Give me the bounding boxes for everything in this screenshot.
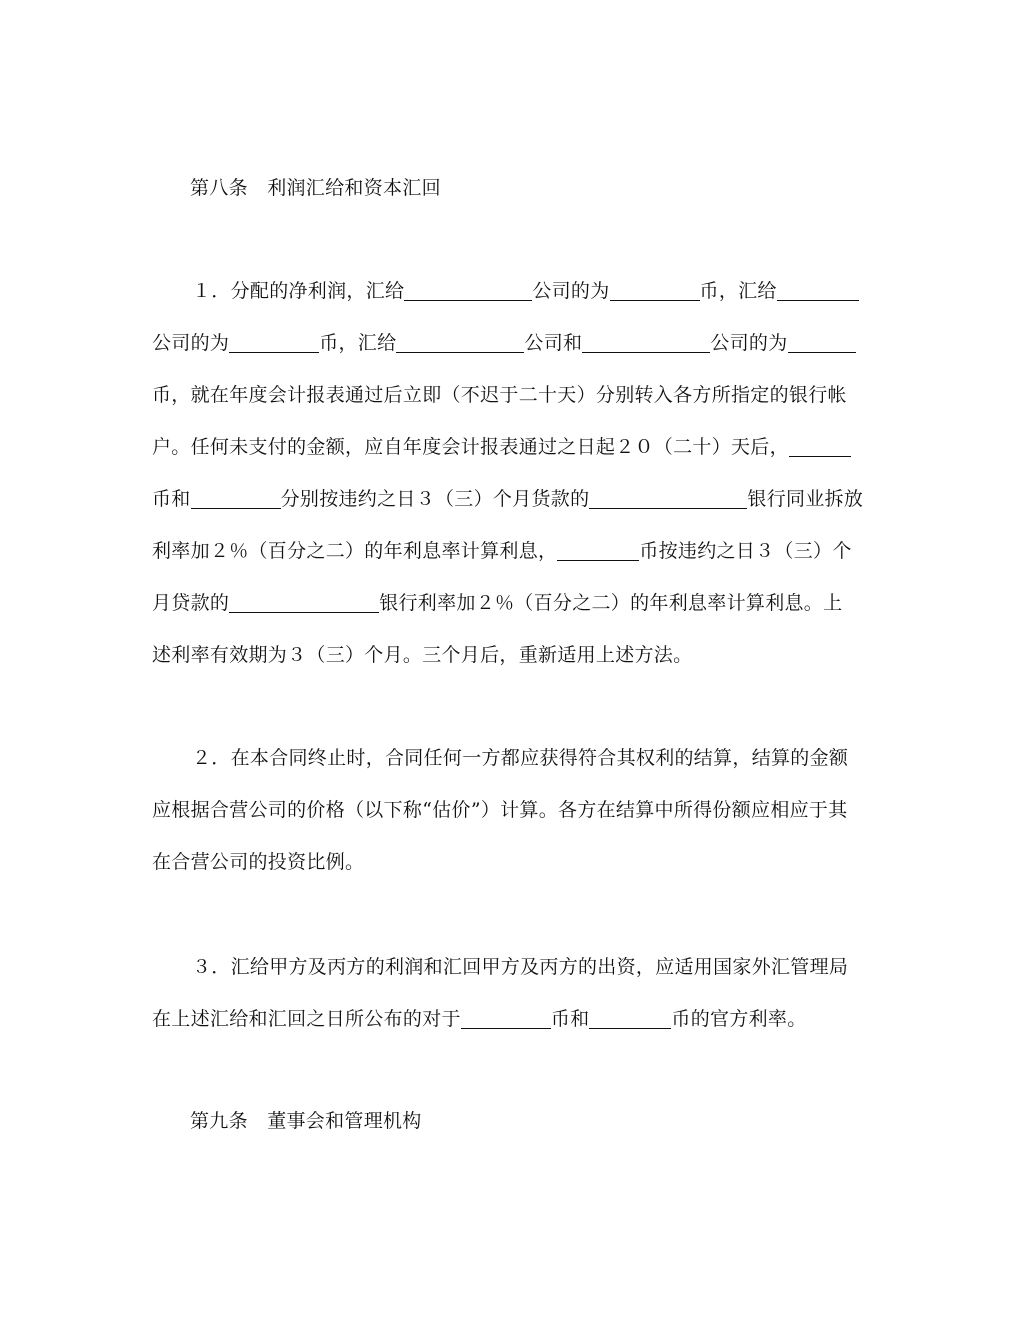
paragraph-1-line-8: 述利率有效期为３（三）个月。三个月后，重新适用上述方法。 xyxy=(152,644,693,666)
paragraph-1-line-2: 公司的为 币，汇给 公司和 公司的为 xyxy=(152,330,856,356)
paragraph-1-line-6: 利率加２％（百分之二）的年利息率计算利息， 币按违约之日３（三）个 xyxy=(152,540,852,562)
paragraph-3-line-1: ３．汇给甲方及丙方的利润和汇回甲方及丙方的出资，应适用国家外汇管理局 xyxy=(192,956,849,978)
blank-field[interactable] xyxy=(229,592,379,613)
paragraph-2-line-3: 在合营公司的投资比例。 xyxy=(152,851,365,873)
blank-field[interactable] xyxy=(589,488,747,509)
blank-field[interactable] xyxy=(589,1008,671,1029)
paragraph-1-line-4: 户。任何未支付的金额，应自年度会计报表通过之日起２０（二十）天后， xyxy=(152,434,851,460)
blank-field[interactable] xyxy=(777,280,859,301)
blank-field[interactable] xyxy=(396,332,524,353)
article-9-title: 第九条 董事会和管理机构 xyxy=(190,1110,422,1132)
article-8-title: 第八条 利润汇给和资本汇回 xyxy=(190,177,441,199)
paragraph-2-line-1: ２．在本合同终止时，合同任何一方都应获得符合其权利的结算，结算的金额 xyxy=(192,747,849,769)
blank-field[interactable] xyxy=(789,436,851,457)
paragraph-1-line-3: 币，就在年度会计报表通过后立即（不迟于二十天）分别转入各方所指定的银行帐 xyxy=(152,384,847,406)
paragraph-3-line-2: 在上述汇给和汇回之日所公布的对于 币和 币的官方利率。 xyxy=(152,1008,807,1030)
blank-field[interactable] xyxy=(557,540,639,561)
paragraph-1-line-7: 月贷款的 银行利率加２％（百分之二）的年利息率计算利息。上 xyxy=(152,592,843,614)
blank-field[interactable] xyxy=(404,280,532,301)
blank-field[interactable] xyxy=(610,280,700,301)
paragraph-1-line-1: １．分配的净利润，汇给 公司的为 币，汇给 xyxy=(192,278,859,304)
paragraph-2-line-2: 应根据合营公司的价格（以下称“估价”）计算。各方在结算中所得份额应相应于其 xyxy=(152,799,848,821)
paragraph-1-line-5: 币和 分别按违约之日３（三）个月货款的 银行同业拆放 xyxy=(152,488,864,510)
blank-field[interactable] xyxy=(229,332,319,353)
blank-field[interactable] xyxy=(788,332,856,353)
blank-field[interactable] xyxy=(191,488,281,509)
blank-field[interactable] xyxy=(582,332,710,353)
blank-field[interactable] xyxy=(461,1008,551,1029)
